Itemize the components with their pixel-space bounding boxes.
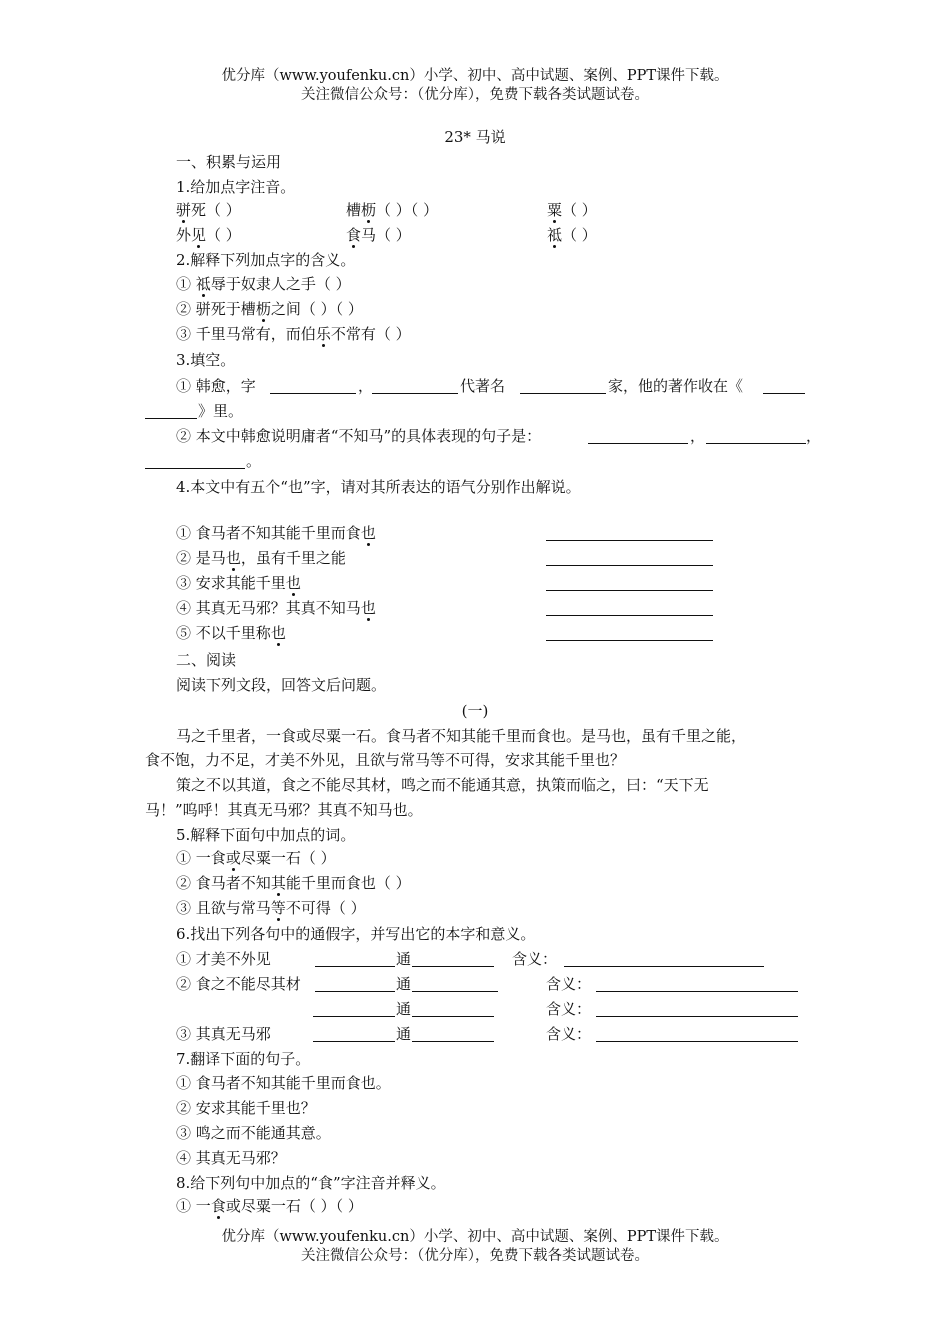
q1-item: 骈死（ ） xyxy=(176,201,241,219)
q3-blank-4b[interactable] xyxy=(145,418,197,419)
q6-meaning-label: 含义： xyxy=(546,1000,592,1018)
q3-prompt: 3.填空。 xyxy=(176,351,236,369)
q3-item-1-c: 代著名 xyxy=(460,377,506,395)
q4-answer-line[interactable] xyxy=(546,640,713,641)
section-2-heading: 二、阅读 xyxy=(176,651,237,669)
q3-item-2-c: ， xyxy=(806,427,822,445)
q3-blank-2[interactable] xyxy=(372,393,458,394)
q1-prompt: 1.给加点字注音。 xyxy=(176,178,296,196)
q3-blank-6[interactable] xyxy=(706,443,806,444)
reading-intro: 阅读下列文段，回答文后问题。 xyxy=(176,676,387,694)
q4-answer-line[interactable] xyxy=(546,590,713,591)
q1-item: 食马（ ） xyxy=(346,226,411,244)
q6-meaning-label: 含义： xyxy=(512,950,558,968)
q5-prompt: 5.解释下面句中加点的词。 xyxy=(176,826,356,844)
q6-blank[interactable] xyxy=(313,1041,395,1042)
q1-item: 粟（ ） xyxy=(547,201,597,219)
q6-blank[interactable] xyxy=(313,1016,395,1017)
q4-item: ④ 其真无马邪？其真不知马也 xyxy=(176,599,376,617)
q4-item: ② 是马也，虽有千里之能 xyxy=(176,549,346,567)
q3-item-2-a: ② 本文中韩愈说明庸者“不知马”的具体表现的句子是： xyxy=(176,427,542,445)
q4-item: ③ 安求其能千里也 xyxy=(176,574,301,592)
q4-answer-line[interactable] xyxy=(546,565,713,566)
q4-prompt: 4.本文中有五个“也”字，请对其所表达的语气分别作出解说。 xyxy=(176,478,581,496)
footer-line-2: 关注微信公众号：（优分库），免费下载各类试题试卷。 xyxy=(301,1248,649,1264)
passage-line: 马！”呜呼！其真无马邪？其真不知马也。 xyxy=(145,801,423,819)
q3-item-1-b: ， xyxy=(358,377,374,395)
q5-item: ② 食马者不知其能千里而食也（ ） xyxy=(176,874,411,892)
q7-item: ④ 其真无马邪？ xyxy=(176,1149,286,1167)
q5-item: ③ 且欲与常马等不可得（ ） xyxy=(176,899,366,917)
q4-answer-line[interactable] xyxy=(546,540,713,541)
q8-item: ① 一食或尽粟一石（ ）（ ） xyxy=(176,1197,363,1215)
q4-item: ① 食马者不知其能千里而食也 xyxy=(176,524,376,542)
q3-blank-1[interactable] xyxy=(270,393,356,394)
q2-item: ① 祗辱于奴隶人之手（ ） xyxy=(176,275,351,293)
q6-tong: 通 xyxy=(396,975,412,993)
q6-blank[interactable] xyxy=(315,991,395,992)
q3-blank-3[interactable] xyxy=(520,393,606,394)
q7-item: ② 安求其能千里也？ xyxy=(176,1099,316,1117)
q3-item-1-a: ① 韩愈，字 xyxy=(176,377,256,395)
passage-line: 策之不以其道，食之不能尽其材，鸣之而不能通其意，执策而临之，曰：“天下无 xyxy=(176,776,709,794)
section-1-heading: 一、积累与运用 xyxy=(176,153,282,171)
q6-tong: 通 xyxy=(396,1000,412,1018)
q6-meaning-blank[interactable] xyxy=(596,991,798,992)
q7-prompt: 7.翻译下面的句子。 xyxy=(176,1050,311,1068)
q1-item: 外见（ ） xyxy=(176,226,241,244)
q6-meaning-blank[interactable] xyxy=(564,966,764,967)
passage-line: 马之千里者，一食或尽粟一石。食马者不知其能千里而食也。是马也，虽有千里之能， xyxy=(176,727,747,745)
q6-tong: 通 xyxy=(396,1025,412,1043)
q6-blank[interactable] xyxy=(412,1016,494,1017)
q3-item-2-b: ， xyxy=(690,427,706,445)
q6-meaning-blank[interactable] xyxy=(596,1016,798,1017)
q3-blank-5[interactable] xyxy=(588,443,688,444)
q8-prompt: 8.给下列句中加点的“食”字注音并释义。 xyxy=(176,1174,446,1192)
q6-blank[interactable] xyxy=(412,991,498,992)
q6-meaning-label: 含义： xyxy=(546,975,592,993)
q3-item-1-d: 家，他的著作收在《 xyxy=(608,377,744,395)
q6-item-text: ② 食之不能尽其材 xyxy=(176,975,301,993)
q3-item-2-d: 。 xyxy=(246,452,262,470)
q6-blank[interactable] xyxy=(412,1041,494,1042)
q4-answer-line[interactable] xyxy=(546,615,713,616)
q6-item-text: ③ 其真无马邪 xyxy=(176,1025,271,1043)
q7-item: ③ 鸣之而不能通其意。 xyxy=(176,1124,331,1142)
passage-line: 食不饱，力不足，才美不外见，且欲与常马等不可得，安求其能千里也？ xyxy=(145,751,626,769)
q7-item: ① 食马者不知其能千里而食也。 xyxy=(176,1074,391,1092)
q2-item: ② 骈死于槽枥之间（ ）（ ） xyxy=(176,300,363,318)
q6-meaning-blank[interactable] xyxy=(596,1041,798,1042)
q6-prompt: 6.找出下列各句中的通假字，并写出它的本字和意义。 xyxy=(176,925,536,943)
header-line-2: 关注微信公众号：（优分库），免费下载各类试题试卷。 xyxy=(301,87,649,103)
passage-part-label: (一) xyxy=(461,702,489,720)
header-line-1: 优分库（www.youfenku.cn）小学、初中、高中试题、案例、PPT课件下载。 xyxy=(221,68,729,84)
q2-item: ③ 千里马常有，而伯乐不常有（ ） xyxy=(176,325,411,343)
page-title: 23* 马说 xyxy=(444,128,506,146)
q6-blank[interactable] xyxy=(315,966,395,967)
q3-item-1-e: 》里。 xyxy=(198,402,244,420)
q6-item-text: ① 才美不外见 xyxy=(176,950,271,968)
q6-blank[interactable] xyxy=(412,966,494,967)
q4-item: ⑤ 不以千里称也 xyxy=(176,624,286,642)
q1-item: 祗（ ） xyxy=(547,226,597,244)
footer-line-1: 优分库（www.youfenku.cn）小学、初中、高中试题、案例、PPT课件下载。 xyxy=(221,1229,729,1245)
q3-blank-7[interactable] xyxy=(145,468,245,469)
q3-blank-4a[interactable] xyxy=(763,393,805,394)
q6-meaning-label: 含义： xyxy=(546,1025,592,1043)
q1-item: 槽枥（ ）（ ） xyxy=(346,201,439,219)
q6-tong: 通 xyxy=(396,950,412,968)
q5-item: ① 一食或尽粟一石（ ） xyxy=(176,849,336,867)
q2-prompt: 2.解释下列加点字的含义。 xyxy=(176,251,356,269)
